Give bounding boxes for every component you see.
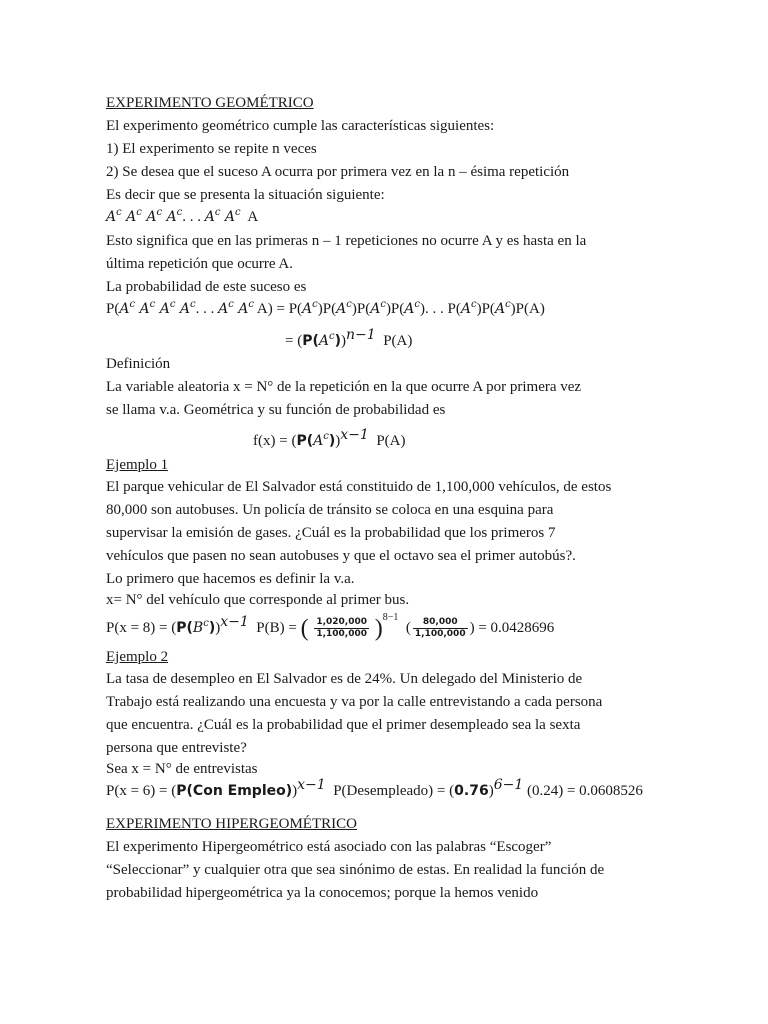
example-1-formula: $P(x = 8) = (P(B^c))^{x-1}$ P(B) = ( $\frac{1,020,000}{1,100,000}$ )$^{8-1}$ ( $\frac{80,000}{1,100,000}$ ) = 0.0428696 — [106, 612, 555, 642]
meaning-line-2: última repetición que ocurre A. — [106, 256, 294, 272]
heading-hypergeometric-experiment: EXPERIMENTO HIPERGEOMÉTRICO — [106, 816, 357, 832]
example-1-line-4: vehículos que pasen no sean autobuses y que el octavo sea el primer autobús?. — [106, 548, 576, 564]
meaning-line-1: Esto significa que en las primeras n – 1 repeticiones no ocurre A y es hasta en la — [106, 233, 587, 249]
example-2-line-1: La tasa de desempleo en El Salvador es de 24%. Un delegado del Ministerio de — [106, 671, 583, 687]
example-2-line-3: que encuentra. ¿Cuál es la probabilidad que el primer desempleado sea la sexta — [106, 717, 581, 733]
sequence-formula: $A^c$ $A^c$ $A^c$ $A^c$. . . $A^c$ $A^c$ A — [106, 207, 259, 225]
example-1-line-5: Lo primero que hacemos es definir la v.a. — [106, 571, 355, 587]
probability-formula-2: = $(P(A^c))^{n-1}$ P(A) — [285, 327, 413, 349]
situation-text: Es decir que se presenta la situación siguiente: — [106, 187, 385, 203]
fraction-non-buses: $\frac{1,020,000}{1,100,000}$ — [316, 617, 368, 640]
hypergeometric-line-3: probabilidad hipergeométrica ya la conocemos; porque la hemos venido — [106, 885, 539, 901]
hypergeometric-line-1: El experimento Hipergeométrico está asociado con las palabras “Escoger” — [106, 839, 552, 855]
list-item-2: 2) Se desea que el suceso A ocurra por primera vez en la n – ésima repetición — [106, 164, 570, 180]
example-2-formula: P(x = 6) = (P(Con Empleo))$^{x-1}$ P(Desempleado) = $(0.76)^{6-1}$ (0.24) = 0.0608526 — [106, 777, 643, 799]
list-item-1: 1) El experimento se repite n veces — [106, 141, 317, 157]
example-2-line-5: Sea x = N° de entrevistas — [106, 761, 258, 777]
hypergeometric-line-2: “Seleccionar” y cualquier otra que sea sinónimo de estas. En realidad la función de — [106, 862, 605, 878]
probability-intro: La probabilidad de este suceso es — [106, 279, 307, 295]
example-1-line-1: El parque vehicular de El Salvador está constituido de 1,100,000 vehículos, de estos — [106, 479, 612, 495]
example-2-title: Ejemplo 2 — [106, 649, 169, 665]
example-1-line-3: supervisar la emisión de gases. ¿Cuál es la probabilidad que los primeros 7 — [106, 525, 556, 541]
example-2-line-2: Trabajo está realizando una encuesta y va por la calle entrevistando a cada persona — [106, 694, 603, 710]
example-1-result: = 0.0428696 — [478, 620, 555, 636]
definition-line-1: La variable aleatoria x = N° de la repetición en la que ocurre A por primera vez — [106, 379, 582, 395]
fraction-buses: $\frac{80,000}{1,100,000}$ — [414, 617, 466, 640]
example-2-result: (0.24) = 0.0608526 — [526, 783, 643, 799]
intro-text: El experimento geométrico cumple las características siguientes: — [106, 118, 495, 134]
definition-line-2: se llama v.a. Geométrica y su función de probabilidad es — [106, 402, 446, 418]
example-1-line-2: 80,000 son autobuses. Un policía de tránsito se coloca en una esquina para — [106, 502, 554, 518]
example-1-title: Ejemplo 1 — [106, 457, 169, 473]
example-1-line-6: x= N° del vehículo que corresponde al primer bus. — [106, 592, 410, 608]
probability-formula-1: $P(A^c$ $A^c$ $A^c$ $A^c$. . . $A^c$ $A^c$ $A) = P(A^c)P(A^c)P(A^c)P(A^c)$. . . $P(A^c)P(A^c)P(A)$ — [106, 299, 545, 317]
geometric-pmf-formula: $f(x) = (P(A^c))^{x-1}$ P(A) — [253, 427, 406, 449]
heading-geometric-experiment: EXPERIMENTO GEOMÉTRICO — [106, 95, 314, 111]
example-2-line-4: persona que entreviste? — [106, 740, 247, 756]
definition-label: Definición — [106, 356, 171, 372]
